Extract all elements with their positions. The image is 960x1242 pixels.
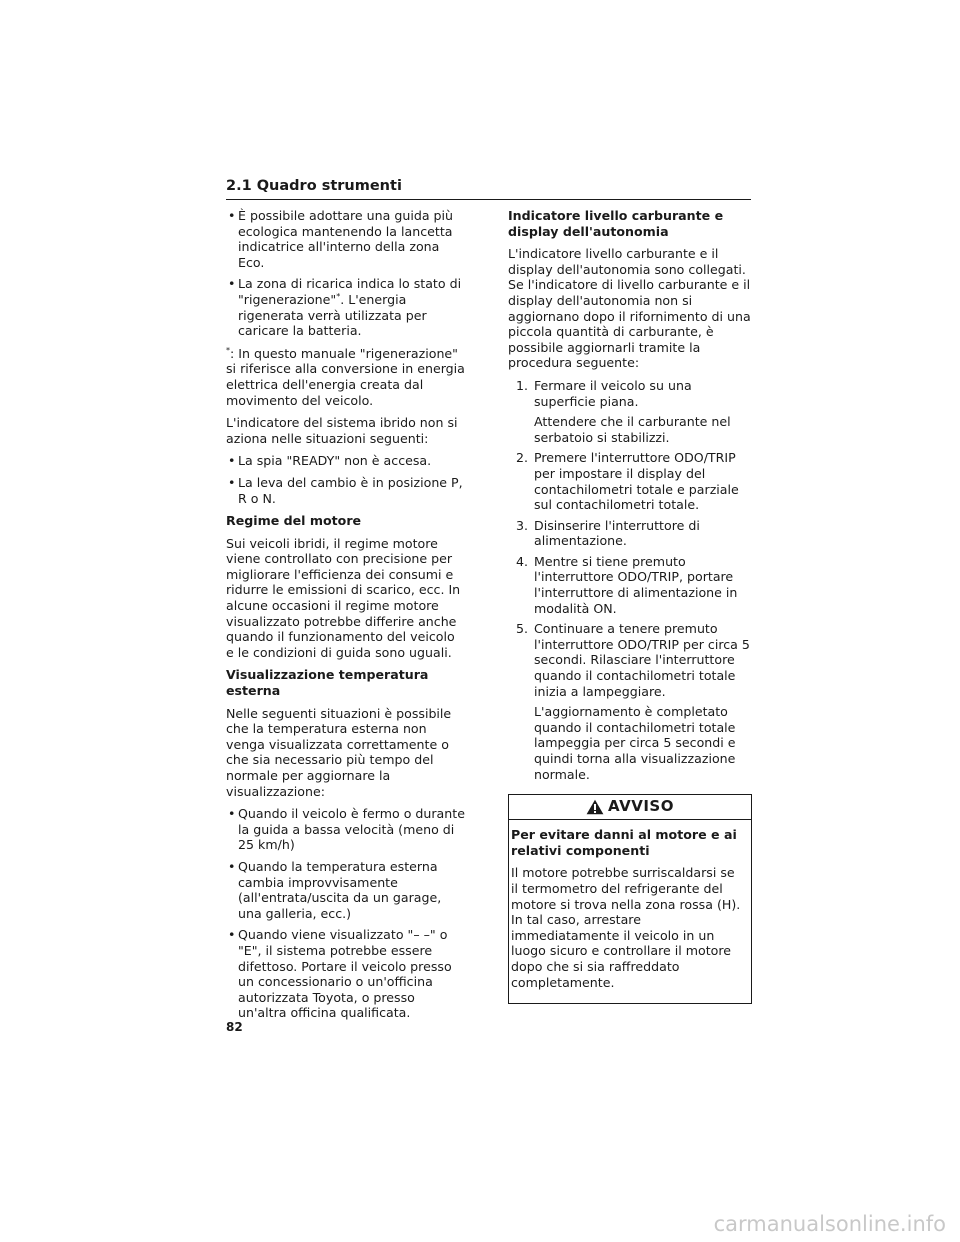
watermark: carmanualsonline.info bbox=[713, 1212, 946, 1236]
fuel-heading: Indicatore livello carburante e display dell'autonomia bbox=[508, 208, 724, 239]
list-item: • È possibile adottare una guida più ecologica mantenendo la lancetta indicatrice all'interno della zona Eco. bbox=[226, 208, 466, 270]
warning-body bbox=[509, 820, 751, 999]
warning-triangle-icon bbox=[586, 799, 604, 815]
hybrid-bullet-list bbox=[226, 453, 466, 506]
warning-text: Il motore potrebbe surriscaldarsi se il termometro del refrigerante del motore si trova nella zona rossa (H). In tal caso, arrestare immediatamente il veicolo in un luogo sicuro e controllare il motore dopo che si sia raffreddato completamente. bbox=[511, 865, 741, 990]
warning-box bbox=[508, 794, 752, 1004]
list-item: • La spia "READY" non è accesa. bbox=[226, 453, 466, 469]
step-item: 5. Continuare a tenere premuto l'interruttore ODO/TRIP per circa 5 secondi. Rilasciare l'interruttore quando il contachilometri totale inizia a lampeggiare. L'aggiornamento è completato quando il contachilometri totale lampeggia per circa 5 secondi e quindi torna alla visualizzazione normale. bbox=[516, 621, 750, 782]
list-item: • Quando viene visualizzato "– –" o "E", il sistema potrebbe essere difettoso. Portare il veicolo presso un concessionario o un'officina autorizzata Toyota, o presso un'altra officina qualificata. bbox=[226, 927, 466, 1021]
section-header: 2.1 Quadro strumenti bbox=[226, 178, 751, 200]
list-item: • La leva del cambio è in posizione P, R o N. bbox=[226, 475, 466, 506]
step-item: 3. Disinserire l'interruttore di alimentazione. bbox=[516, 517, 700, 549]
engine-heading: Regime del motore bbox=[226, 513, 362, 529]
warning-title-bar bbox=[509, 795, 751, 820]
fuel-intro: L'indicatore livello carburante e il display dell'autonomia sono collegati. Se l'indicatore di livello carburante e il display dell'autonomia non si aggiornano dopo il rifornimento di una piccola quantità di carburante, è possibile aggiornarli tramite la procedura seguente: bbox=[508, 246, 751, 371]
list-item: • Quando il veicolo è fermo o durante la guida a bassa velocità (meno di 25 km/h) bbox=[226, 806, 466, 853]
right-column bbox=[508, 208, 752, 1004]
page-number: 82 bbox=[226, 1020, 243, 1034]
step-item: 4. Mentre si tiene premuto l'interruttore ODO/TRIP, portare l'interruttore di alimentazione in modalità ON. bbox=[516, 553, 738, 616]
temp-bullet-list bbox=[226, 806, 466, 1021]
temp-intro: Nelle seguenti situazioni è possibile che la temperatura esterna non venga visualizzata correttamente o che sia necessario più tempo del normale per aggiornare la visualizzazione: bbox=[226, 705, 452, 799]
warning-heading: Per evitare danni al motore e ai relativi componenti bbox=[511, 827, 737, 858]
list-item: • La zona di ricarica indica lo stato di "rigenerazione"*. L'energia rigenerata verrà utilizzata per caricare la batteria. bbox=[226, 276, 466, 338]
temp-heading: Visualizzazione temperatura esterna bbox=[226, 667, 429, 699]
step-item: 1. Fermare il veicolo su una superficie piana. Attendere che il carburante nel serbatoio si stabilizzi. bbox=[516, 377, 731, 445]
list-item: • Quando la temperatura esterna cambia improvvisamente (all'entrata/uscita da un garage, una galleria, ecc.) bbox=[226, 859, 466, 921]
procedure-steps bbox=[508, 378, 752, 782]
footnote: *: In questo manuale "rigenerazione" si riferisce alla conversione in energia elettrica dell'energia creata dal movimento del veicolo. bbox=[226, 345, 465, 408]
engine-text: Sui veicoli ibridi, il regime motore viene controllato con precisione per migliorare l'efficienza dei consumi e ridurre le emissioni di scarico, ecc. In alcune occasioni il regime motore visualizzato potrebbe differire anche quando il funzionamento del veicolo e le condizioni di guida sono uguali. bbox=[226, 535, 461, 660]
eco-bullet-list bbox=[226, 208, 466, 339]
step-item: 2. Premere l'interruttore ODO/TRIP per impostare il display del contachilometri totale e parziale sul contachilometri totale. bbox=[516, 450, 739, 513]
hybrid-intro: L'indicatore del sistema ibrido non si aziona nelle situazioni seguenti: bbox=[226, 415, 458, 446]
warning-title: AVVISO bbox=[608, 797, 674, 816]
left-column bbox=[226, 208, 466, 1028]
footnote-mark: * bbox=[226, 345, 230, 355]
footnote-mark: * bbox=[336, 291, 341, 301]
